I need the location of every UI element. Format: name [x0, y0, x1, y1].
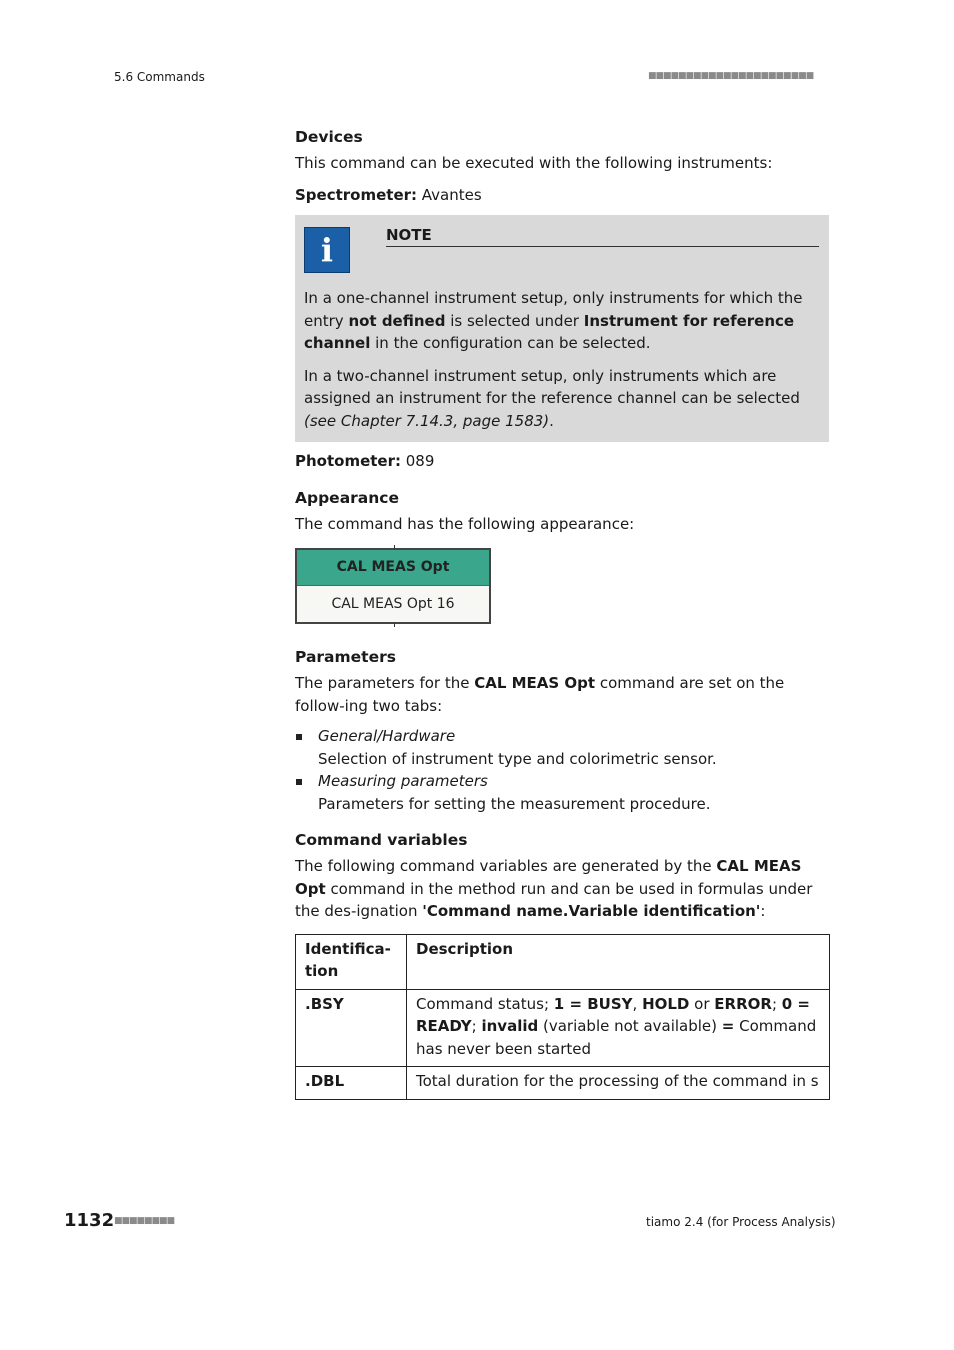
desc-bold: = [721, 1017, 735, 1035]
note-text: In a one-channel instrument setup, only instruments for which the entry [304, 289, 803, 330]
note-box [295, 215, 829, 442]
info-icon: i [304, 227, 350, 273]
variable-description [407, 1067, 830, 1100]
desc-bold: 1 = BUSY [553, 994, 633, 1013]
spectrometer-value: Avantes [417, 185, 482, 204]
column-header-identification: Identifica-tion [296, 934, 407, 989]
parameters-heading: Parameters [295, 648, 396, 666]
command-variables-intro [295, 855, 829, 923]
desc-text: or [689, 994, 715, 1013]
desc-bold: HOLD [642, 994, 690, 1013]
desc-bold: invalid [481, 1017, 539, 1035]
widget-connector-top [394, 545, 395, 549]
parameters-text: The parameters for the [295, 674, 475, 692]
tab-description: Parameters for setting the measurement procedure. [318, 794, 711, 813]
note-text: . [549, 411, 554, 430]
variable-id [296, 1067, 407, 1100]
note-body [304, 287, 819, 432]
tab-name-general-hardware: General/Hardware [318, 727, 456, 745]
footer-product: tiamo 2.4 (for Process Analysis) [646, 1215, 836, 1229]
tab-description: Selection of instrument type and colorimetric sensor. [318, 749, 717, 768]
desc-text: Command has never been started [416, 1017, 817, 1058]
desc-text: ; [471, 1017, 482, 1035]
desc-text: , [632, 994, 643, 1013]
note-text: In a two-channel instrument setup, only instruments which are assigned an instrument for the reference channel can be selected [304, 366, 800, 407]
command-variables-heading: Command variables [295, 831, 468, 849]
widget-command-name: CAL MEAS Opt 16 [331, 595, 455, 612]
photometer-line [295, 450, 829, 473]
table-row [296, 1067, 830, 1100]
note-paragraph-2 [304, 365, 819, 433]
command-variables-table [295, 934, 830, 1100]
photometer-value: 089 [401, 452, 435, 470]
table-header-row [296, 934, 830, 989]
variables-command-name: CAL MEAS Opt [295, 857, 802, 898]
list-item [295, 770, 829, 815]
appearance-heading: Appearance [295, 488, 399, 507]
variables-designation: 'Command name.Variable identification' [422, 902, 761, 920]
header-decoration: ■■■■■■■■■■■■■■■■■■■■■■ [648, 71, 814, 81]
appearance-intro: The command has the following appearance: [295, 514, 635, 533]
variable-id-text: .BSY [305, 994, 344, 1013]
note-title: NOTE [386, 225, 819, 247]
parameters-intro [295, 672, 829, 717]
table-row [296, 989, 830, 1067]
note-bold-not-defined: not defined [348, 311, 446, 330]
desc-text: (variable not available) [538, 1017, 722, 1035]
variables-text: The following command variables are generated by the [295, 857, 717, 875]
widget-connector-bottom [394, 623, 395, 627]
variable-description [407, 989, 830, 1067]
tab-name-measuring-parameters: Measuring parameters [318, 772, 488, 790]
list-item [295, 725, 829, 770]
footer-decoration: ■■■■■■■■ [114, 1216, 175, 1226]
column-header-description: Description [407, 934, 830, 989]
page-number: 1132 [64, 1210, 115, 1231]
command-widget [295, 548, 491, 624]
desc-text: ; [771, 994, 782, 1013]
variable-id [296, 989, 407, 1067]
parameters-command-name: CAL MEAS Opt [474, 674, 596, 692]
variables-text: command in the method run and can be used in formulas under the des-ignation [295, 879, 813, 920]
main-content [295, 126, 829, 1100]
spectrometer-label: Spectrometer: [295, 185, 418, 204]
devices-heading: Devices [295, 128, 363, 146]
spectrometer-line [295, 184, 829, 207]
chapter-reference-link[interactable]: (see Chapter 7.14.3, page 1583) [304, 411, 550, 430]
note-bold-reference-channel: Instrument for reference channel [304, 311, 795, 352]
widget-title: CAL MEAS Opt [297, 550, 489, 586]
variable-id-text: .DBL [305, 1072, 345, 1090]
desc-bold: ERROR [714, 994, 772, 1013]
desc-bold: 0 = READY [416, 994, 810, 1035]
note-text: is selected under [445, 311, 584, 330]
photometer-label: Photometer: [295, 452, 401, 470]
devices-intro: This command can be executed with the following instruments: [295, 154, 773, 172]
note-paragraph-1 [304, 287, 819, 355]
desc-text: Total duration for the processing of the command in s [416, 1072, 819, 1090]
variables-text: : [760, 902, 766, 920]
running-header-section: 5.6 Commands [114, 70, 205, 84]
parameter-tabs-list [295, 725, 829, 815]
parameters-text: command are set on the follow-ing two tabs: [295, 674, 785, 715]
note-text: in the configuration can be selected. [370, 334, 651, 352]
desc-text: Command status; [416, 994, 554, 1013]
